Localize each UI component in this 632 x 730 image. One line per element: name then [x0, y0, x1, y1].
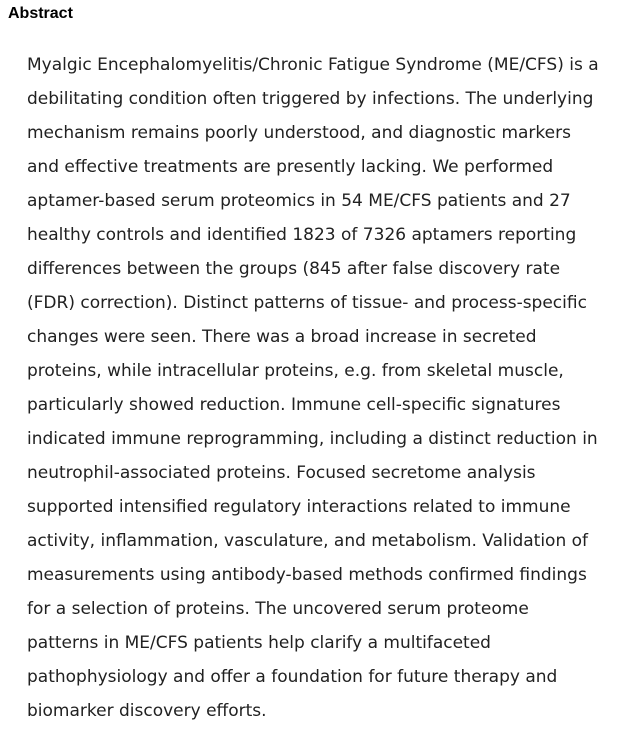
- abstract-heading: Abstract: [8, 5, 73, 22]
- abstract-body: Myalgic Encephalomyelitis/Chronic Fatigue Syndrome (ME/CFS) is a debilitating condition often triggered by infections. The underlying mechanism remains poorly understood, and diagnostic markers and effective treatments are presently lacking. We performed aptamer-based serum proteomics in 54 ME/CFS patients and 27 healthy controls and identified 1823 of 7326 aptamers reporting differences between the groups (845 after false discovery rate (FDR) correction). Distinct patterns of tissue- and process-specific changes were seen. There was a broad increase in secreted proteins, while intracellular proteins, e.g. from skeletal muscle, particularly showed reduction. Immune cell-specific signatures indicated immune reprogramming, including a distinct reduction in neutrophil-associated proteins. Focused secretome analysis supported intensified regulatory interactions related to immune activity, inflammation, vasculature, and metabolism. Validation of measurements using antibody-based methods confirmed findings for a selection of proteins. The uncovered serum proteome patterns in ME/CFS patients help clarify a multifaceted pathophysiology and offer a foundation for future therapy and biomarker discovery efforts.: [27, 55, 599, 721]
